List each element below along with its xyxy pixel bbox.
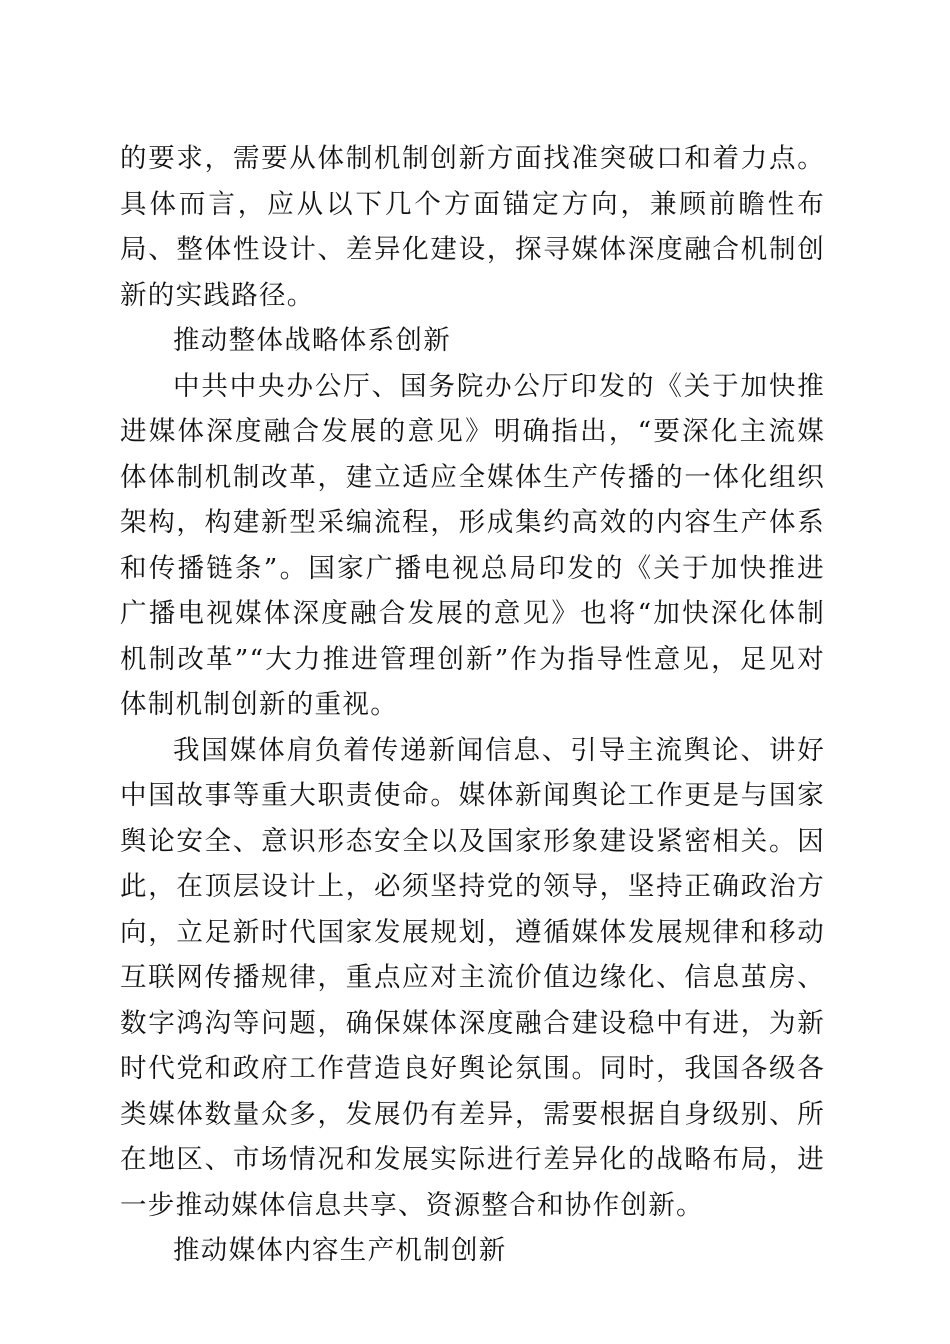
paragraph-continued: 的要求，需要从体制机制创新方面找准突破口和着力点。具体而言，应从以下几个方面锚定方向，兼顾前瞻性布局、整体性设计、差异化建设，探寻媒体深度融合机制创新的实践路径。 <box>120 143 825 311</box>
section-heading-content-production: 推动媒体内容生产机制创新 <box>173 1235 507 1266</box>
paragraph-policy-documents: 中共中央办公厅、国务院办公厅印发的《关于加快推进媒体深度融合发展的意见》明确指出，“要深化主流媒体体制机制改革，建立适应全媒体生产传播的一体化组织架构，构建新型采编流程，形成集约高效的内容生产体系和传播链条”。国家广播电视总局印发的《关于加快推进广播电视媒体深度融合发展的意见》也将“加快深化体制机制改革”“大力推进管理创新”作为指导性意见，足见对体制机制创新的重视。 <box>120 370 826 720</box>
paragraph-media-mission: 我国媒体肩负着传递新闻信息、引导主流舆论、讲好中国故事等重大职责使命。媒体新闻舆论工作更是与国家舆论安全、意识形态安全以及国家形象建设紧密相关。因此，在顶层设计上，必须坚持党的领导，坚持正确政治方向，立足新时代国家发展规划，遵循媒体发展规律和移动互联网传播规律，重点应对主流价值边缘化、信息茧房、数字鸿沟等问题，确保媒体深度融合建设稳中有进，为新时代党和政府工作营造良好舆论氛围。同时，我国各级各类媒体数量众多，发展仍有差异，需要根据自身级别、所在地区、市场情况和发展实际进行差异化的战略布局，进一步推动媒体信息共享、资源整合和协作创新。 <box>120 734 825 1221</box>
section-heading-overall-strategy: 推动整体战略体系创新 <box>173 325 451 356</box>
document-body <box>120 136 825 1274</box>
